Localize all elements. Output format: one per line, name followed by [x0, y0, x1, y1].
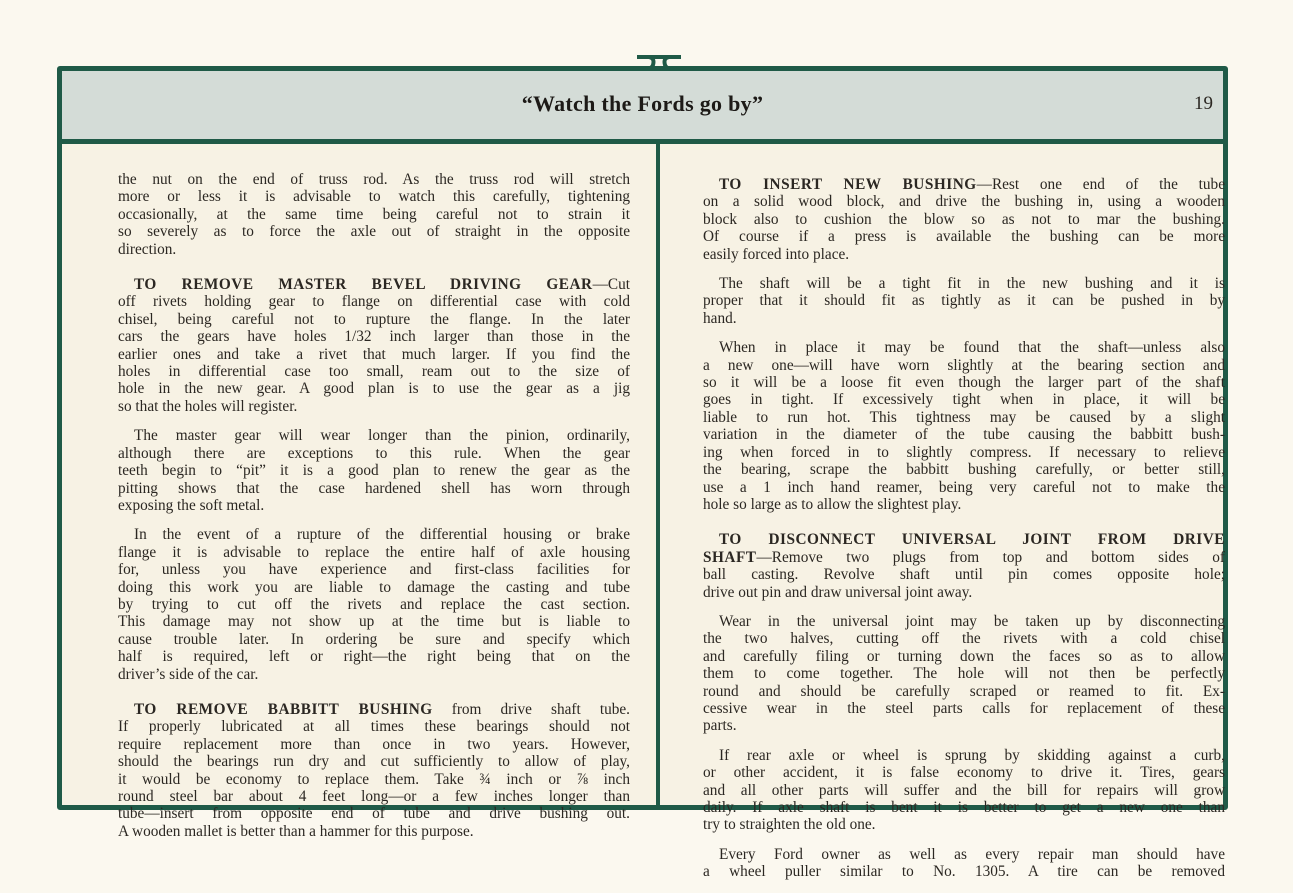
- line-text: ing when forced in to slightly compress. If necessary to relieve: [703, 443, 1225, 461]
- section-paragraph: [118, 701, 630, 840]
- line-text: teeth begin to “pit” it is a good plan to renew the gear as the: [118, 462, 630, 480]
- text-line: [118, 328, 630, 345]
- line-text: hand.: [703, 309, 737, 327]
- text-line: [703, 549, 1225, 566]
- line-text: If properly lubricated at all times these bearings should not: [118, 718, 630, 736]
- line-text: holes in differential case too small, ream out to the size of: [118, 363, 630, 381]
- text-line: [118, 613, 630, 630]
- line-text: round and should be carefully scraped or reamed to fit. Ex-: [703, 682, 1225, 700]
- text-line: [703, 665, 1225, 682]
- text-line: [118, 771, 630, 788]
- line-text: A wooden mallet is better than a hammer for this purpose.: [118, 822, 474, 840]
- body-paragraph: [703, 846, 1225, 881]
- line-text: In the event of a rupture of the differential housing or brake: [134, 526, 630, 544]
- line-text: and all other parts will suffer and the bill for repairs will grow: [703, 781, 1225, 799]
- line-text: cause trouble later. In ordering be sure and specify which: [118, 630, 630, 648]
- line-text: try to straighten the old one.: [703, 816, 876, 834]
- text-line: [118, 648, 630, 665]
- line-text: occasionally, at the same time being careful not to strain it: [118, 205, 630, 223]
- section-heading: TO REMOVE MASTER BEVEL DRIVING GEAR: [134, 276, 593, 294]
- text-line: [118, 544, 630, 561]
- line-text: The shaft will be a tight fit in the new bushing and it is: [719, 275, 1225, 293]
- line-text: The master gear will wear longer than the pinion, ordinarily,: [134, 427, 630, 445]
- line-text: flange it is advisable to replace the entire half of axle housing: [118, 543, 630, 561]
- text-line: [703, 228, 1225, 245]
- line-text: hole in the new gear. A good plan is to use the gear as a jig: [118, 380, 630, 398]
- line-text: When in place it may be found that the shaft—unless also: [719, 339, 1225, 357]
- section-paragraph: [703, 531, 1225, 601]
- text-line: [703, 193, 1225, 210]
- section-heading: TO REMOVE BABBITT BUSHING: [134, 700, 433, 718]
- text-line: [703, 846, 1225, 863]
- text-line: [118, 579, 630, 596]
- body-paragraph: [703, 339, 1225, 513]
- text-line: [118, 206, 630, 223]
- line-text: and carefully filing or turning down the faces so as to allow: [703, 647, 1225, 665]
- right-column: [703, 176, 1225, 893]
- text-line: [703, 717, 1225, 734]
- text-line: [703, 566, 1225, 583]
- text-line: [703, 863, 1225, 880]
- line-text: cessive wear in the steel parts calls for replacement of these: [703, 699, 1225, 717]
- left-column: [118, 171, 630, 852]
- line-text: so that the holes will register.: [118, 397, 298, 415]
- column-divider: [656, 139, 660, 805]
- text-line: [703, 275, 1225, 292]
- running-title: “Watch the Fords go by”: [521, 91, 764, 116]
- text-line: [118, 631, 630, 648]
- section-heading-cont: SHAFT: [703, 548, 757, 566]
- text-line: [118, 823, 630, 840]
- text-line: [118, 223, 630, 240]
- line-text: them to come together. The hole will not then be perfectly: [703, 665, 1225, 683]
- text-line: [703, 613, 1225, 630]
- body-paragraph: [118, 427, 630, 514]
- section-heading: TO DISCONNECT UNIVERSAL JOINT FROM DRIVE: [719, 531, 1225, 549]
- line-text: for, unless you have experience and first-class facilities for: [118, 561, 630, 579]
- line-text: round steel bar about 4 feet long—or a few inches longer than: [118, 788, 630, 805]
- line-text: block also to cushion the blow so as not to mar the bushing.: [703, 210, 1225, 228]
- text-line: [703, 648, 1225, 665]
- text-line: [703, 747, 1225, 764]
- text-line: [118, 241, 630, 258]
- text-line: [703, 176, 1225, 193]
- line-text: Of course if a press is available the bushing can be more: [703, 228, 1225, 246]
- line-text: direction.: [118, 240, 177, 258]
- line-text: or other accident, it is false economy to drive it. Tires, gears: [703, 764, 1225, 782]
- line-text: although there are exceptions to this rule. When the gear: [118, 444, 630, 462]
- text-line: [703, 630, 1225, 647]
- line-text: the nut on the end of truss rod. As the truss rod will stretch: [118, 171, 630, 188]
- line-text: variation in the diameter of the tube causing the babbitt bush-: [703, 426, 1225, 444]
- line-text: require replacement more than once in two years. However,: [118, 735, 630, 753]
- line-text: use a 1 inch hand reamer, being very careful not to make the: [703, 478, 1225, 496]
- line-text: goes in tight. If excessively tight when in place, it will be: [703, 391, 1225, 409]
- text-line: [118, 526, 630, 543]
- page-number: 19: [1194, 93, 1213, 114]
- text-line: [703, 496, 1225, 513]
- text-line: [703, 357, 1225, 374]
- line-text: —Rest one end of the tube: [976, 176, 1225, 193]
- text-line: [118, 805, 630, 822]
- line-text: doing this work you are liable to damage the casting and tube: [118, 578, 630, 596]
- text-line: [703, 374, 1225, 391]
- line-text: If rear axle or wheel is sprung by skidding against a curb,: [719, 746, 1225, 764]
- line-text: proper that it should fit as tightly as it can be pushed in by: [703, 292, 1225, 310]
- text-line: [118, 398, 630, 415]
- text-line: [703, 310, 1225, 327]
- text-line: [118, 171, 630, 188]
- text-line: [118, 188, 630, 205]
- line-text: a wheel puller similar to No. 1305. A tire can be removed: [703, 863, 1225, 881]
- text-line: [118, 666, 630, 683]
- text-line: [118, 561, 630, 578]
- line-text: tube—insert from opposite end of tube and drive bushing out.: [118, 805, 630, 823]
- line-text: cars the gears have holes 1/32 inch larger than those in the: [118, 328, 630, 346]
- text-line: [118, 736, 630, 753]
- running-header: [62, 71, 1223, 144]
- text-line: [703, 409, 1225, 426]
- body-paragraph: [118, 526, 630, 683]
- line-text: easily forced into place.: [703, 245, 850, 263]
- text-line: [703, 479, 1225, 496]
- text-line: [118, 380, 630, 397]
- line-text: parts.: [703, 717, 737, 735]
- line-text: earlier ones and take a rivet that much larger. If you find the: [118, 345, 630, 363]
- text-line: [703, 211, 1225, 228]
- text-line: [703, 444, 1225, 461]
- line-text: on a solid wood block, and drive the bushing in, using a wooden: [703, 193, 1225, 211]
- line-text: —Remove two plugs from top and bottom sides of: [756, 548, 1225, 566]
- line-text: by trying to cut off the rivets and replace the cast section.: [118, 595, 630, 613]
- text-line: [118, 346, 630, 363]
- body-paragraph: [118, 171, 630, 258]
- text-line: [118, 753, 630, 770]
- line-text: hole so large as to allow the slightest play.: [703, 495, 962, 513]
- text-line: [118, 788, 630, 805]
- line-text: ball casting. Revolve shaft until pin comes opposite hole;: [703, 566, 1225, 584]
- line-text: so severely as to force the axle out of straight in the opposite: [118, 223, 630, 241]
- text-line: [118, 293, 630, 310]
- line-text: from drive shaft tube.: [432, 700, 630, 718]
- line-text: the two halves, cutting off the rivets with a cold chisel: [703, 630, 1225, 648]
- text-line: [118, 701, 630, 718]
- text-line: [118, 480, 630, 497]
- text-line: [703, 531, 1225, 548]
- text-line: [118, 311, 630, 328]
- section-heading: TO INSERT NEW BUSHING: [719, 176, 977, 193]
- text-line: [703, 339, 1225, 356]
- line-text: more or less it is advisable to watch this carefully, tightening: [118, 188, 630, 206]
- text-line: [703, 816, 1225, 833]
- line-text: so it will be a loose fit even though the larger part of the shaft: [703, 374, 1225, 392]
- line-text: drive out pin and draw universal joint away.: [703, 583, 973, 601]
- text-line: [118, 445, 630, 462]
- text-line: [703, 391, 1225, 408]
- page-frame: [57, 66, 1228, 881]
- body-paragraph: [703, 613, 1225, 735]
- line-text: driver’s side of the car.: [118, 665, 259, 683]
- text-line: [118, 427, 630, 444]
- line-text: half is required, left or right—the right being that on the: [118, 648, 630, 666]
- body-paragraph: [703, 747, 1225, 834]
- text-line: [703, 292, 1225, 309]
- section-paragraph: [703, 176, 1225, 263]
- text-line: [703, 700, 1225, 717]
- text-line: [703, 426, 1225, 443]
- section-paragraph: [118, 276, 630, 415]
- text-line: [118, 718, 630, 735]
- line-text: off rivets holding gear to flange on differential case with cold: [118, 293, 630, 311]
- line-text: exposing the soft metal.: [118, 496, 265, 514]
- line-text: This damage may not show up at the time but is liable to: [118, 613, 630, 631]
- line-text: it would be economy to replace them. Take ¾ inch or ⅞ inch: [118, 770, 630, 788]
- line-text: Every Ford owner as well as every repair man should have: [719, 845, 1225, 863]
- text-line: [118, 462, 630, 479]
- text-line: [118, 596, 630, 613]
- line-text: the bearing, scrape the babbitt bushing carefully, or better still,: [703, 461, 1225, 479]
- line-text: —Cut: [592, 276, 630, 294]
- line-text: pitting shows that the case hardened shell has worn through: [118, 479, 630, 497]
- text-line: [703, 782, 1225, 799]
- text-line: [703, 461, 1225, 478]
- line-text: chisel, being careful not to rupture the flange. In the later: [118, 310, 630, 328]
- text-line: [703, 683, 1225, 700]
- text-line: [118, 363, 630, 380]
- text-line: [703, 584, 1225, 601]
- text-line: [703, 799, 1225, 816]
- line-text: a new one—will have worn slightly at the bearing section and: [703, 356, 1225, 374]
- line-text: daily. If axle shaft is bent it is better to get a new one than: [703, 799, 1225, 816]
- line-text: Wear in the universal joint may be taken up by disconnecting: [719, 612, 1225, 630]
- text-line: [703, 764, 1225, 781]
- line-text: should the bearings run dry and cut sufficiently to allow of play,: [118, 753, 630, 771]
- text-line: [118, 276, 630, 293]
- line-text: liable to run hot. This tightness may be caused by a slight: [703, 408, 1225, 426]
- body-paragraph: [703, 275, 1225, 327]
- text-line: [703, 246, 1225, 263]
- text-line: [118, 497, 630, 514]
